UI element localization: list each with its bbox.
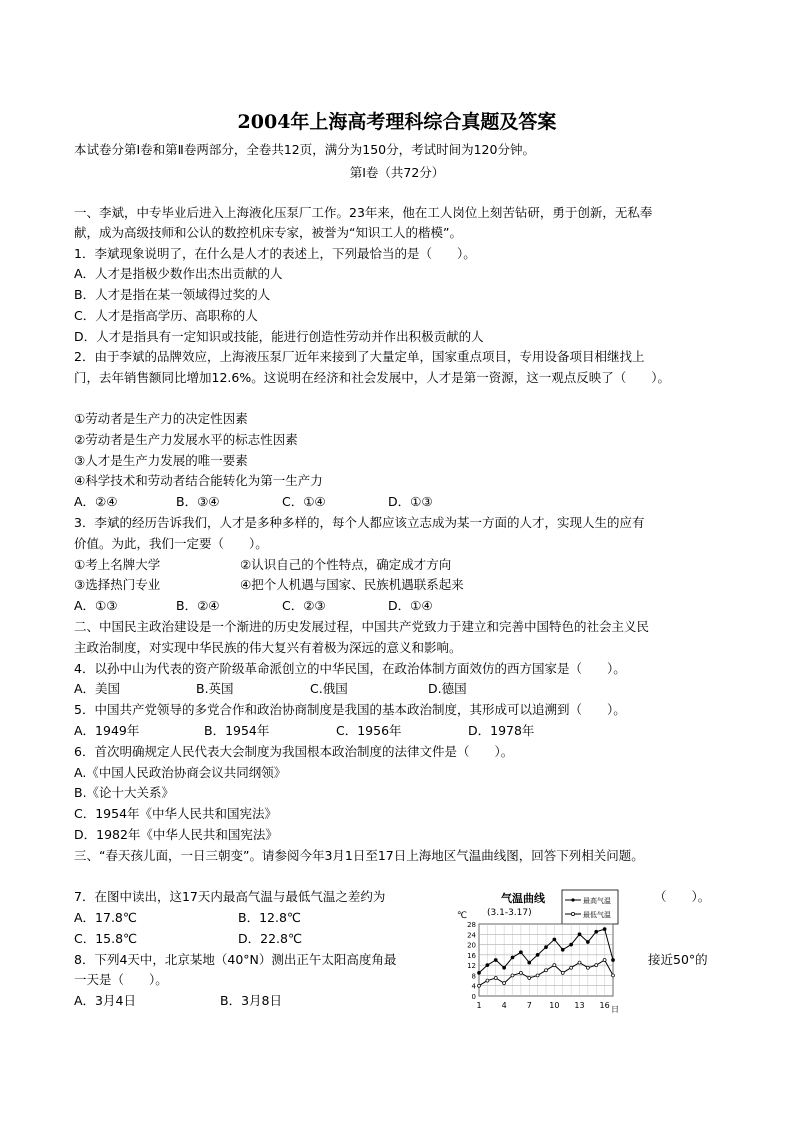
statement-4: ④科学技术和劳动者结合能转化为第一生产力: [74, 473, 323, 488]
low-temp-point: [570, 966, 573, 969]
question-3-line-1: 3．李斌的经历告诉我们，人才是多种多样的，每个人都应该立志成为某一方面的人才，实现人生的应有: [74, 515, 645, 530]
low-temp-point: [528, 977, 531, 980]
q5-option-a: A．1949年: [74, 723, 140, 738]
legend-high-marker: [571, 898, 574, 901]
q4-option-c: C.俄国: [310, 681, 348, 696]
high-temp-point: [570, 943, 573, 946]
passage-2-line-2: 主政治制度，对实现中华民族的伟大复兴有着极为深远的意义和影响。: [74, 640, 462, 655]
x-axis-unit: 日: [611, 1005, 619, 1014]
y-tick-label: 4: [471, 982, 476, 991]
low-temp-point: [503, 982, 506, 985]
q3-statement-1: ①考上名牌大学: [74, 557, 161, 572]
question-8-line-1: 8．下列4天中，北京某地（40°N）测出正午太阳高度角最: [74, 952, 397, 967]
legend-low-label: 最低气温: [583, 911, 611, 919]
question-8-line-1-end: 接近50°的: [648, 952, 708, 967]
q4-option-a: A．美国: [74, 681, 121, 696]
q8-option-a: A．3月4日: [74, 993, 136, 1008]
low-temp-point: [561, 971, 564, 974]
low-temp-point: [494, 977, 497, 980]
q3-statement-4: ④把个人机遇与国家、民族机遇联系起来: [240, 577, 464, 592]
statement-1: ①劳动者是生产力的决定性因素: [74, 411, 248, 426]
y-tick-label: 16: [467, 951, 476, 960]
page-title: 2004年上海高考理科综合真题及答案: [237, 111, 557, 133]
y-tick-label: 8: [471, 972, 476, 981]
low-temp-point: [578, 961, 581, 964]
q3-option-a: A．①③: [74, 598, 118, 613]
temperature-chart: [455, 888, 621, 1016]
question-8-line-2: 一天是（ ）。: [74, 972, 168, 987]
low-temp-point: [545, 969, 548, 972]
question-6: 6．首次明确规定人民代表大会制度为我国根本政治制度的法律文件是（ ）。: [74, 744, 514, 759]
low-temp-point: [595, 964, 598, 967]
high-temp-point: [586, 941, 589, 944]
high-temp-point: [553, 938, 556, 941]
high-temp-point: [578, 933, 581, 936]
y-axis-unit: ℃: [457, 911, 468, 921]
statement-3: ③人才是生产力发展的唯一要素: [74, 453, 248, 468]
low-temp-point: [586, 966, 589, 969]
q3-option-b: B．②④: [176, 598, 220, 613]
statement-2: ②劳动者是生产力发展水平的标志性因素: [74, 432, 298, 447]
temperature-chart-svg: [455, 888, 621, 1016]
low-temp-point: [603, 959, 606, 962]
q3-option-c: C．②③: [282, 598, 326, 613]
high-temp-point: [603, 928, 606, 931]
y-tick-label: 0: [471, 993, 476, 1001]
passage-1-line-2: 献，成为高级技师和公认的数控机床专家，被誉为“知识工人的楷模”。: [74, 225, 462, 240]
question-3-line-2: 价值。为此，我们一定要（ ）。: [74, 536, 268, 551]
x-tick-label: 16: [599, 1001, 610, 1010]
q1-option-b: B．人才是指在某一领域得过奖的人: [74, 287, 271, 302]
low-temp-point: [612, 974, 615, 977]
high-temp-point: [612, 959, 615, 962]
question-2-line-2: 门，去年销售额同比增加12.6%。这说明在经济和社会发展中，人才是第一资源，这一观点反映了（ ）。: [74, 370, 670, 385]
q8-option-b: B．3月8日: [220, 993, 282, 1008]
high-temp-point: [486, 964, 489, 967]
low-temp-point: [519, 971, 522, 974]
question-2-line-1: 2．由于李斌的品牌效应，上海液压泵厂近年来接到了大量定单，国家重点项目，专用设备项目相继找上: [74, 349, 645, 364]
legend-high-label: 最高气温: [583, 897, 611, 905]
q5-option-b: B．1954年: [204, 723, 270, 738]
x-tick-label: 13: [574, 1001, 585, 1010]
question-1: 1．李斌现象说明了，在什么是人才的表述上，下列最恰当的是（ ）。: [74, 246, 476, 261]
low-temp-point: [486, 979, 489, 982]
high-temp-point: [536, 953, 539, 956]
q3-statement-3: ③选择热门专业: [74, 577, 161, 592]
chart-title: 气温曲线: [501, 892, 545, 905]
low-temp-point: [553, 964, 556, 967]
q6-option-b: B.《论十大关系》: [74, 785, 175, 800]
q6-option-d: D．1982年《中华人民共和国宪法》: [74, 827, 278, 842]
section-heading: 第Ⅰ卷（共72分）: [349, 165, 445, 180]
q3-statement-2: ②认识自己的个性特点，确定成才方向: [240, 557, 452, 572]
q7-option-b: B．12.8℃: [238, 910, 301, 925]
y-tick-label: 12: [467, 962, 476, 971]
high-temp-point: [478, 971, 481, 974]
q7-option-a: A．17.8℃: [74, 910, 137, 925]
high-temp-point: [561, 948, 564, 951]
q2-option-d: D．①③: [388, 494, 433, 509]
q7-option-c: C．15.8℃: [74, 931, 138, 946]
exam-intro: 本试卷分第Ⅰ卷和第Ⅱ卷两部分，全卷共12页，满分为150分，考试时间为120分钟。: [74, 142, 535, 157]
q2-option-a: A．②④: [74, 494, 118, 509]
q6-option-c: C．1954年《中华人民共和国宪法》: [74, 806, 278, 821]
high-temp-point: [595, 930, 598, 933]
q4-option-d: D.德国: [428, 681, 467, 696]
x-tick-label: 1: [476, 1001, 482, 1010]
chart-subtitle: (3.1-3.17): [487, 908, 532, 918]
question-7: 7．在图中读出，这17天内最高气温与最低气温之差约为: [74, 889, 386, 904]
q4-option-b: B.英国: [196, 681, 234, 696]
q6-option-a: A.《中国人民政治协商会议共同纲领》: [74, 765, 287, 780]
q2-option-b: B．③④: [176, 494, 220, 509]
high-temp-point: [494, 959, 497, 962]
question-5: 5．中国共产党领导的多党合作和政治协商制度是我国的基本政治制度，其形成可以追溯到（ ）。: [74, 702, 626, 717]
y-tick-label: 20: [467, 941, 476, 950]
high-temp-point: [519, 951, 522, 954]
q1-option-a: A．人才是指极少数作出杰出贡献的人: [74, 266, 283, 281]
legend-low-marker: [571, 912, 574, 915]
y-tick-label: 28: [467, 921, 476, 929]
x-tick-label: 7: [526, 1001, 532, 1010]
passage-1-line-1: 一、李斌，中专毕业后进入上海液化压泵厂工作。23年来，他在工人岗位上刻苦钻研，勇于创新，无私奉: [74, 205, 653, 220]
q5-option-d: D．1978年: [468, 723, 535, 738]
x-tick-label: 10: [549, 1001, 560, 1010]
low-temp-point: [511, 974, 514, 977]
q3-option-d: D．①④: [388, 598, 433, 613]
question-4: 4．以孙中山为代表的资产阶级革命派创立的中华民国，在政治体制方面效仿的西方国家是（ ）。: [74, 661, 626, 676]
y-tick-label: 24: [467, 931, 476, 940]
q5-option-c: C．1956年: [336, 723, 402, 738]
low-temp-point: [536, 974, 539, 977]
low-temp-point: [478, 984, 481, 987]
passage-2-line-1: 二、中国民主政治建设是一个渐进的历史发展过程，中国共产党致力于建立和完善中国特色的社会主义民: [74, 619, 650, 634]
high-temp-point: [545, 946, 548, 949]
x-tick-label: 4: [501, 1001, 507, 1010]
passage-3: 三、“春天孩儿面，一日三朝变”。请参阅今年3月1日至17日上海地区气温曲线图，回答下列相关问题。: [74, 848, 644, 863]
q2-option-c: C．①④: [282, 494, 326, 509]
high-temp-point: [528, 961, 531, 964]
question-7-blank: （ ）。: [654, 889, 711, 904]
high-temp-point: [503, 966, 506, 969]
q1-option-d: D．人才是指具有一定知识或技能，能进行创造性劳动并作出积极贡献的人: [74, 329, 484, 344]
q1-option-c: C．人才是指高学历、高职称的人: [74, 308, 258, 323]
high-temp-point: [511, 956, 514, 959]
q7-option-d: D．22.8℃: [238, 931, 302, 946]
